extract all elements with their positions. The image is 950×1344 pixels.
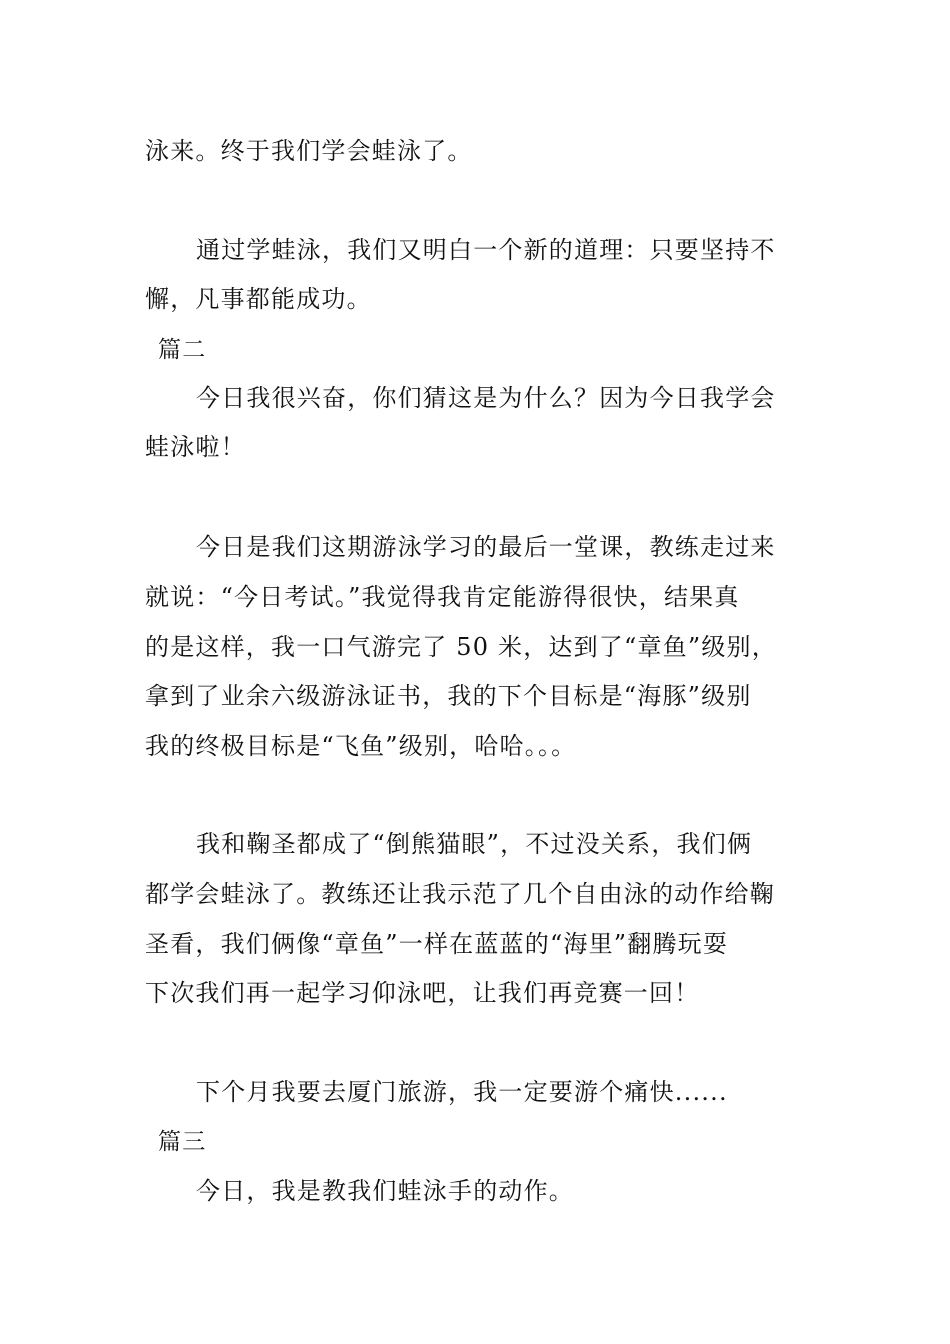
paragraph-line: 今日，我是教我们蛙泳手的动作。 xyxy=(196,1177,574,1205)
paragraph-line: 今日我很兴奋，你们猜这是为什么？因为今日我学会 xyxy=(196,384,776,412)
paragraph-line: 下个月我要去厦门旅游，我一定要游个痛快...... xyxy=(196,1078,728,1106)
paragraph-line: 的是这样，我一口气游完了 50 米，达到了“章鱼”级别， xyxy=(145,633,777,661)
paragraph-line: 通过学蛙泳，我们又明白一个新的道理：只要坚持不 xyxy=(196,236,776,264)
section-heading: 篇三 xyxy=(158,1129,207,1155)
paragraph-line: 就说：“今日考试。”我觉得我肯定能游得很快，结果真 xyxy=(145,583,740,611)
paragraph-line: 蛙泳啦！ xyxy=(145,433,246,461)
paragraph-line: 今日是我们这期游泳学习的最后一堂课，教练走过来 xyxy=(196,533,776,561)
paragraph-line: 我的终极目标是“飞鱼”级别，哈哈。。。 xyxy=(145,732,577,760)
paragraph-line: 我和鞠圣都成了“倒熊猫眼”，不过没关系，我们俩 xyxy=(196,830,753,858)
paragraph-line: 懈，凡事都能成功。 xyxy=(145,285,372,313)
paragraph-line: 圣看，我们俩像“章鱼”一样在蓝蓝的“海里”翻腾玩耍 xyxy=(145,930,729,958)
paragraph-line: 都学会蛙泳了。教练还让我示范了几个自由泳的动作给鞠 xyxy=(145,880,775,908)
paragraph-line: 泳来。终于我们学会蛙泳了。 xyxy=(145,137,473,165)
paragraph-line: 下次我们再一起学习仰泳吧，让我们再竞赛一回！ xyxy=(145,979,700,1007)
paragraph-line: 拿到了业余六级游泳证书，我的下个目标是“海豚”级别 xyxy=(145,682,752,710)
section-heading: 篇二 xyxy=(158,337,207,363)
